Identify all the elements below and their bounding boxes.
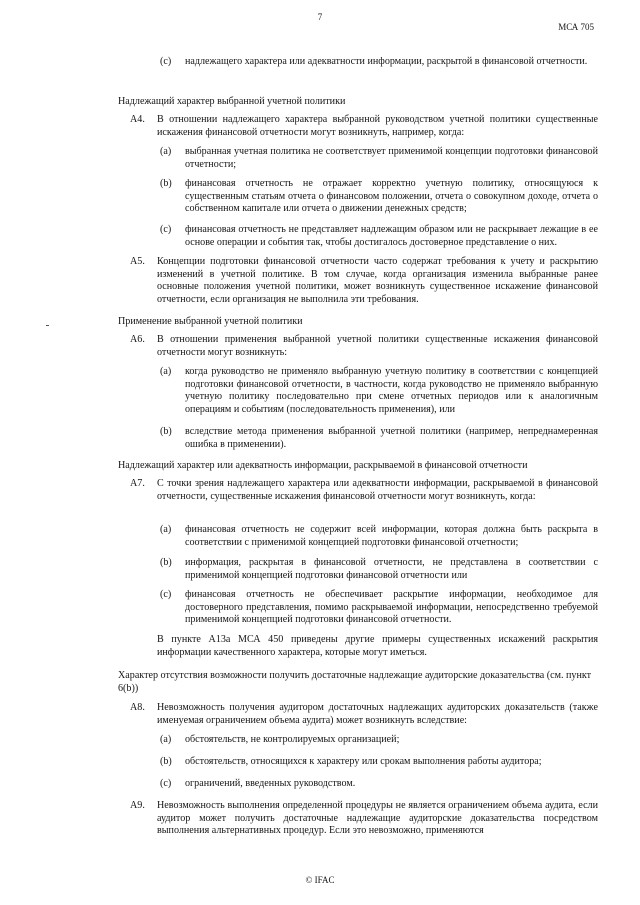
paragraph-text: Невозможность получения аудитором достаточных надлежащих аудиторских доказательств (также именуемая ограничением объема аудита) может возникнуть вследствие: bbox=[157, 702, 598, 726]
section-heading: Применение выбранной учетной политики bbox=[118, 316, 303, 327]
document-code: МСА 705 bbox=[558, 22, 594, 32]
list-item-text: обстоятельств, относящихся к характеру или срокам выполнения работы аудитора; bbox=[185, 756, 542, 767]
paragraph-number: A9. bbox=[130, 800, 145, 811]
list-item-label: (c) bbox=[160, 224, 172, 235]
list-item-label: (a) bbox=[160, 734, 172, 745]
list-item-label: (a) bbox=[160, 366, 172, 377]
paragraph-number: A7. bbox=[130, 478, 145, 489]
section-heading: Надлежащий характер или адекватность информации, раскрываемой в финансовой отчетности bbox=[118, 460, 528, 471]
list-item-text: когда руководство не применяло выбранную учетную политику в соответствии с концепцией подготовки финансовой отчетности, в частности, когда руководство не применяло выбранную учетную политику последовательно при смене отчетных периодов или к аналогичным операциям и событиям (последовательность применения), или bbox=[185, 366, 598, 415]
list-item-text: финансовая отчетность не представляет надлежащим образом или не раскрывает лежащие в ее основе операции и события так, чтобы достигалось достоверное представление о них. bbox=[185, 224, 598, 248]
list-item-text: финансовая отчетность не обеспечивает раскрытие информации, необходимое для достоверного представления, помимо раскрываемой информации, непосредственно требуемой применимой концепцией подготовки финансовой отчетности. bbox=[185, 589, 598, 626]
page-number: 7 bbox=[317, 12, 323, 22]
paragraph-text: В отношении применения выбранной учетной политики существенные искажения финансовой отчетности могут возникнуть: bbox=[157, 334, 598, 358]
list-item-text: надлежащего характера или адекватности информации, раскрытой в финансовой отчетности. bbox=[185, 56, 588, 67]
list-item-label: (b) bbox=[160, 178, 172, 189]
paragraph-number: A4. bbox=[130, 114, 145, 125]
list-item-label: (b) bbox=[160, 426, 172, 437]
paragraph-number: A5. bbox=[130, 256, 145, 267]
list-item-label: (c) bbox=[160, 589, 172, 600]
list-item-text: финансовая отчетность не содержит всей информации, которая должна быть раскрыта в соответствии с применимой концепцией подготовки финансовой отчетности; bbox=[185, 524, 598, 548]
list-item-text: финансовая отчетность не отражает корректно учетную политику, относящуюся к существенным статьям отчета о финансовом положении, отчета о совокупном доходе, отчета о собственном капитале или отчета о движении денежных средств; bbox=[185, 178, 598, 215]
list-item-text: выбранная учетная политика не соответствует применимой концепции подготовки финансовой отчетности; bbox=[185, 146, 598, 170]
list-item-label: (c) bbox=[160, 778, 172, 789]
paragraph-text: Невозможность выполнения определенной процедуры не является ограничением объема аудита, если аудитор может получить достаточные надлежащие аудиторские доказательства посредством выполнения альтернативных процедур. Если это невозможно, применяются bbox=[157, 800, 598, 837]
footer-copyright: © IFAC bbox=[305, 875, 335, 885]
section-heading: Характер отсутствия возможности получить достаточные надлежащие аудиторские доказательства (см. пункт 6(b)) bbox=[118, 670, 592, 694]
list-item-label: (a) bbox=[160, 524, 172, 535]
list-item-text: вследствие метода применения выбранной учетной политики (например, непреднамеренная ошибка в применении). bbox=[185, 426, 598, 450]
paragraph-text: С точки зрения надлежащего характера или адекватности информации, раскрываемой в финансовой отчетности, существенные искажения финансовой отчетности могут возникнуть, когда: bbox=[157, 478, 598, 502]
list-item-label: (a) bbox=[160, 146, 172, 157]
paragraph-number: A6. bbox=[130, 334, 145, 345]
list-item-text: ограничений, введенных руководством. bbox=[185, 778, 356, 789]
paragraph-text: В пункте A13a МСА 450 приведены другие примеры существенных искажений раскрытия информации качественного характера, которые могут иметься. bbox=[157, 634, 598, 658]
list-item-text: обстоятельств, не контролируемых организацией; bbox=[185, 734, 400, 745]
paragraph-text: Концепции подготовки финансовой отчетности часто содержат требования к учету и раскрытию изменений в учетной политике. В том случае, когда организация изменила выбранные ранее основные положения учетной политики, может возникнуть существенное искажение финансовой отчетности, если организация не выполнила эти требования. bbox=[157, 256, 598, 305]
list-item-label: (c) bbox=[160, 56, 172, 67]
margin-mark bbox=[46, 325, 49, 326]
list-item-text: информация, раскрытая в финансовой отчетности, не представлена в соответствии с применимой концепцией подготовки финансовой отчетности или bbox=[185, 557, 598, 581]
list-item-label: (b) bbox=[160, 756, 172, 767]
section-heading: Надлежащий характер выбранной учетной политики bbox=[118, 96, 346, 107]
list-item-label: (b) bbox=[160, 557, 172, 568]
paragraph-number: A8. bbox=[130, 702, 145, 713]
paragraph-text: В отношении надлежащего характера выбранной руководством учетной политики существенные искажения финансовой отчетности могут возникнуть, например, когда: bbox=[157, 114, 598, 138]
